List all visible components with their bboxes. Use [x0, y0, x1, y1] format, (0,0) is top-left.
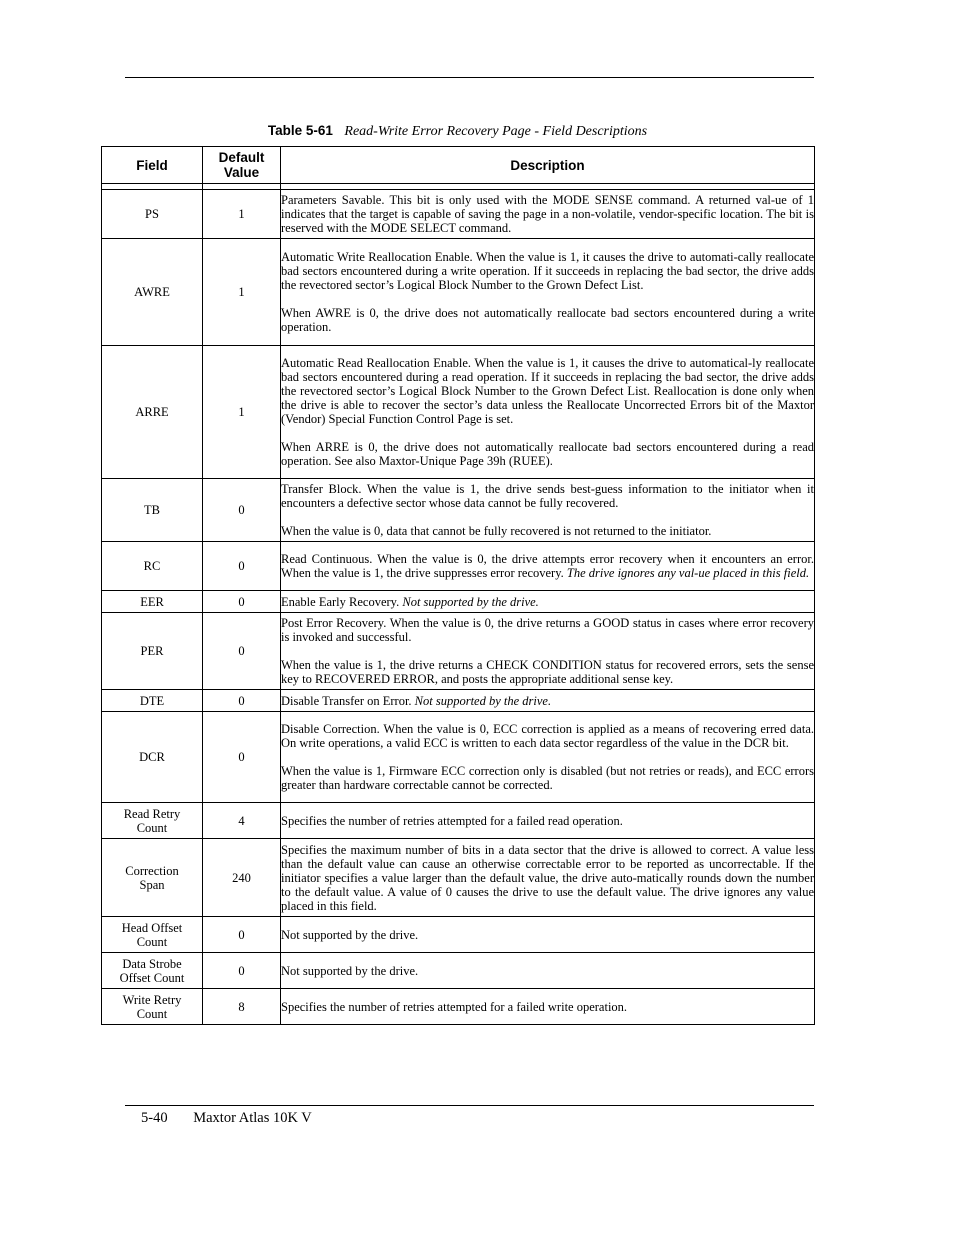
description-text	[281, 595, 814, 609]
description-text: Automatic Read Reallocation Enable. When the value is 1, it causes the drive to automatical-ly reallocate bad sectors encountered during a read operation. If it succeeds in replacing the bad sector, the drive adds the revectored sector’s Logical Block Number to the Grown Defect List. Reallocation is done only when the drive is able to recover the sector’s data unless the Reallocate Uncorrected Errors bit of the Maxtor (Vendor) Special Function Control Page is set.	[281, 356, 814, 426]
description-italic: Not supported by the drive.	[402, 594, 539, 609]
description-text: Disable Correction. When the value is 0, ECC correction is applied as a means of recovering erred data. On write operations, a valid ECC is written to each data sector regardless of the value in the DCR bit.	[281, 722, 814, 750]
default-value: 0	[203, 690, 281, 712]
table-row	[102, 803, 815, 839]
field-name: DTE	[102, 690, 203, 712]
field-name: RC	[102, 542, 203, 591]
default-value: 4	[203, 803, 281, 839]
product-name: Maxtor Atlas 10K V	[193, 1110, 312, 1126]
field-descriptions-table	[101, 146, 815, 1025]
default-value: 0	[203, 542, 281, 591]
field-name: DCR	[102, 712, 203, 803]
header-rule	[125, 77, 814, 78]
description	[281, 542, 815, 591]
field-name	[102, 839, 203, 917]
default-value: 0	[203, 479, 281, 542]
field-name-line1: Head Offset	[121, 920, 183, 935]
default-value: 0	[203, 712, 281, 803]
description	[281, 190, 815, 239]
field-name: AWRE	[102, 239, 203, 346]
field-name-line1: Correction	[125, 863, 179, 878]
default-value: 0	[203, 953, 281, 989]
default-value: 0	[203, 613, 281, 690]
description-plain: Read Continuous. When the value is 0, the drive attempts error recovery when it encounters an error. When the value is 1, the drive suppresses error recovery.	[281, 552, 814, 580]
field-name-line1: Write Retry	[122, 992, 182, 1007]
table-row	[102, 690, 815, 712]
description-text: Specifies the number of retries attempted for a failed write operation.	[281, 999, 628, 1014]
field-name-line2: Count	[136, 820, 168, 835]
description	[281, 239, 815, 346]
description-italic: The drive ignores any val-ue placed in this field.	[566, 566, 810, 580]
default-value: 0	[203, 591, 281, 613]
table-row	[102, 239, 815, 346]
description-text	[281, 694, 814, 708]
table-row	[102, 917, 815, 953]
header-default-value	[203, 147, 281, 184]
description	[281, 839, 815, 917]
default-value: 1	[203, 190, 281, 239]
table-title: Read-Write Error Recovery Page - Field Descriptions	[344, 124, 648, 139]
description	[281, 613, 815, 690]
table-row	[102, 542, 815, 591]
field-name-line2: Span	[139, 877, 165, 892]
description-text: When AWRE is 0, the drive does not automatically reallocate bad sectors encountered during a write operation.	[281, 306, 814, 334]
field-name	[102, 917, 203, 953]
default-value: 8	[203, 989, 281, 1025]
field-name: TB	[102, 479, 203, 542]
field-name-line1: Read Retry	[123, 806, 181, 821]
description-text: Specifies the number of retries attempted for a failed read operation.	[281, 813, 623, 828]
header-field: Field	[102, 147, 203, 184]
table-header-row	[102, 147, 815, 184]
header-default-line1: Default	[218, 150, 265, 165]
field-name-line2: Count	[136, 1006, 168, 1021]
description-text: Automatic Write Reallocation Enable. When the value is 1, it causes the drive to automati-cally reallocate bad sectors encountered during a write operation. If it succeeds in replacing the bad sector, the drive adds the revectored sector’s Logical Block Number to the Grown Defect List.	[281, 250, 814, 292]
table-row	[102, 712, 815, 803]
description	[281, 989, 815, 1025]
field-name	[102, 989, 203, 1025]
footer-rule	[125, 1105, 814, 1106]
field-name: PER	[102, 613, 203, 690]
description	[281, 712, 815, 803]
description-plain: Disable Transfer on Error.	[281, 693, 415, 708]
table-row	[102, 190, 815, 239]
table-row	[102, 613, 815, 690]
description-text: Post Error Recovery. When the value is 0, the drive returns a GOOD status in cases where error recovery is invoked and successful.	[281, 616, 814, 644]
page-number: 5-40	[141, 1110, 168, 1126]
description-text: Not supported by the drive.	[281, 963, 419, 978]
description-text: Parameters Savable. This bit is only used with the MODE SENSE command. A returned val-ue of 1 indicates that the target is capable of saving the page in a non-volatile, vendor-specific location. The bit is reserved with the MODE SELECT command.	[281, 193, 814, 235]
description-text: When ARRE is 0, the drive does not automatically reallocate bad sectors encountered during a read operation. See also Maxtor-Unique Page 39h (RUEE).	[281, 440, 814, 468]
field-name: EER	[102, 591, 203, 613]
field-name-line2: Count	[136, 934, 168, 949]
table-row	[102, 591, 815, 613]
default-value: 240	[203, 839, 281, 917]
description	[281, 690, 815, 712]
field-name-line2: Offset Count	[119, 970, 185, 985]
field-name	[102, 953, 203, 989]
table-number: Table 5-61	[267, 123, 333, 138]
default-value: 0	[203, 917, 281, 953]
header-default-line2: Value	[223, 165, 260, 180]
description	[281, 346, 815, 479]
table-row	[102, 479, 815, 542]
table-row	[102, 839, 815, 917]
description-text: When the value is 1, the drive returns a CHECK CONDITION status for recovered errors, sets the sense key to RECOVERED ERROR, and posts the appropriate additional sense key.	[281, 658, 814, 686]
description	[281, 917, 815, 953]
description-text: When the value is 1, Firmware ECC correction only is disabled (but not retries or reads), and ECC errors greater than hardware correctable cannot be corrected.	[281, 764, 814, 792]
description	[281, 479, 815, 542]
description-text: When the value is 0, data that cannot be fully recovered is not returned to the initiator.	[281, 524, 712, 538]
field-name	[102, 803, 203, 839]
description-italic: Not supported by the drive.	[414, 693, 552, 708]
field-name: ARRE	[102, 346, 203, 479]
description-text: Transfer Block. When the value is 1, the drive sends best-guess information to the initiator when it encounters a defective sector whose data cannot be fully recovered.	[281, 482, 814, 510]
header-description: Description	[281, 147, 815, 184]
description-text: Specifies the maximum number of bits in a data sector that the drive is allowed to correct. A value less than the default value can cause an otherwise correctable error to be reported as uncorrectable. If the initiator specifies a value larger than the default value, the drive auto-matically rounds down the number to the default value. A value of 0 causes the drive to use the default value. The drive ignores any value placed in this field.	[281, 842, 814, 913]
field-name-line1: Data Strobe	[122, 956, 182, 971]
description-text	[281, 552, 814, 580]
table-caption	[101, 122, 814, 141]
description-text: Not supported by the drive.	[281, 927, 419, 942]
description-plain: Enable Early Recovery.	[281, 594, 403, 609]
default-value: 1	[203, 239, 281, 346]
description	[281, 591, 815, 613]
table-row	[102, 346, 815, 479]
table-row	[102, 989, 815, 1025]
field-name: PS	[102, 190, 203, 239]
table-row	[102, 953, 815, 989]
default-value: 1	[203, 346, 281, 479]
description	[281, 803, 815, 839]
description	[281, 953, 815, 989]
page-footer	[141, 1109, 312, 1127]
